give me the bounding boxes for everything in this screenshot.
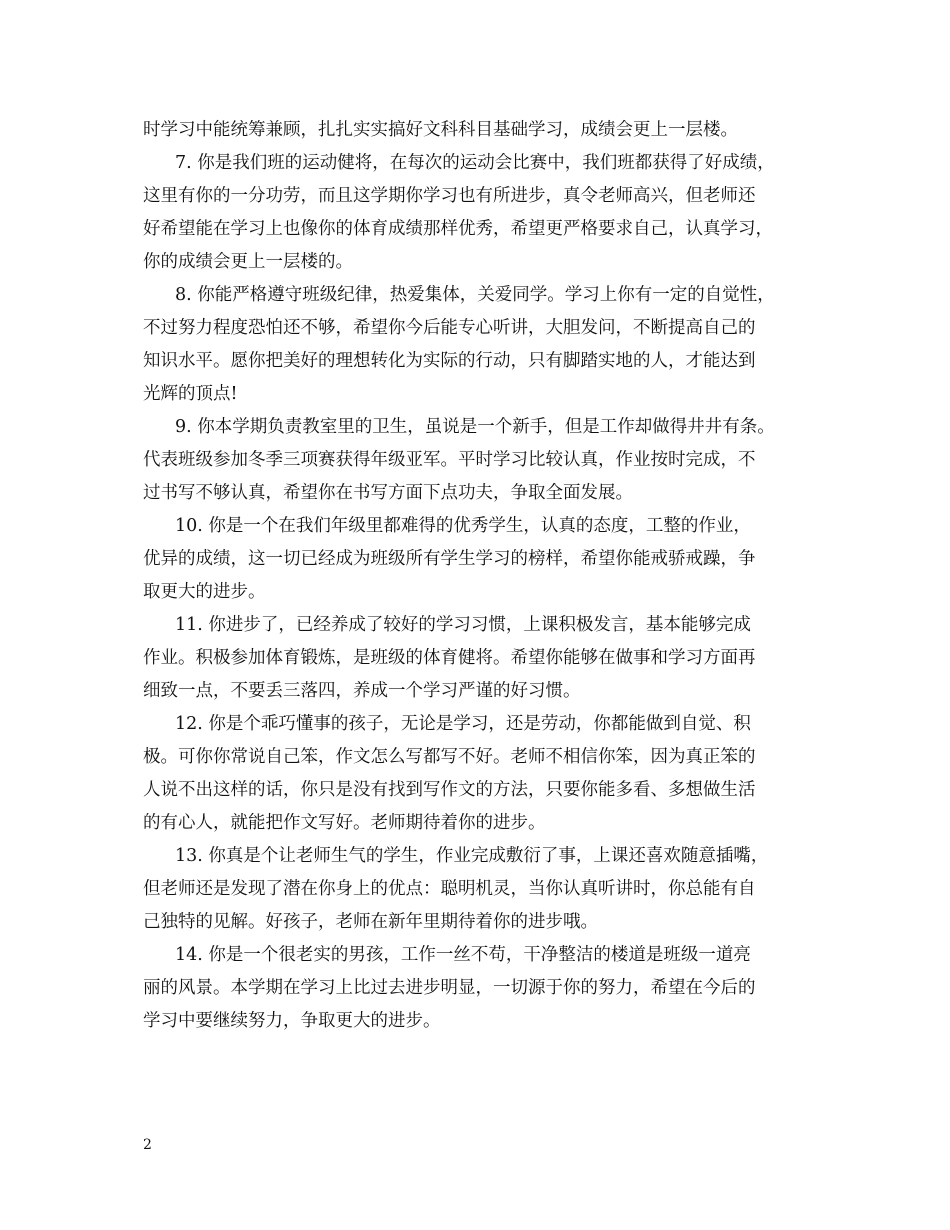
text-line: 作业。积极参加体育锻炼，是班级的体育健将。希望你能够在做事和学习方面再 [143,648,756,668]
text-line: 时学习中能统筹兼顾，扎扎实实搞好文科科目基础学习，成绩会更上一层楼。 [143,120,738,140]
text-line: 代表班级参加冬季三项赛获得年级亚军。平时学习比较认真，作业按时完成，不 [143,450,756,470]
paragraph-first-line: 14. 你是一个很老实的男孩，工作一丝不苟，干净整洁的楼道是班级一道亮 [175,945,751,965]
text-line: 极。可你你常说自己笨，作文怎么写都写不好。老师不相信你笨，因为真正笨的 [143,747,756,767]
paragraph-first-line: 9. 你本学期负责教室里的卫生，虽说是一个新手，但是工作却做得井井有条。 [175,417,775,437]
paragraph-first-line: 10. 你是一个在我们年级里都难得的优秀学生，认真的态度，工整的作业， [175,516,751,536]
text-line: 过书写不够认真，希望你在书写方面下点功夫，争取全面发展。 [143,483,633,503]
text-line: 但老师还是发现了潜在你身上的优点：聪明机灵，当你认真听讲时，你总能有自 [143,879,756,899]
paragraph-first-line: 12. 你是个乖巧懂事的孩子，无论是学习，还是劳动，你都能做到自觉、积 [175,714,751,734]
text-line: 学习中要继续努力，争取更大的进步。 [143,1011,441,1031]
page-number: 2 [143,1137,152,1153]
paragraph-first-line: 7. 你是我们班的运动健将，在每次的运动会比赛中，我们班都获得了好成绩， [175,153,775,173]
text-line: 这里有你的一分功劳，而且这学期你学习也有所进步，真令老师高兴，但老师还 [143,186,756,206]
text-line: 你的成绩会更上一层楼的。 [143,252,353,272]
text-line: 取更大的进步。 [143,582,266,602]
text-line: 的有心人，就能把作文写好。老师期待着你的进步。 [143,813,546,833]
text-line: 丽的风景。本学期在学习上比过去进步明显，一切源于你的努力，希望在今后的 [143,978,756,998]
text-line: 优异的成绩，这一切已经成为班级所有学生学习的榜样，希望你能戒骄戒躁，争 [143,549,756,569]
paragraph-first-line: 13. 你真是个让老师生气的学生，作业完成敷衍了事，上课还喜欢随意插嘴， [175,846,769,866]
document-body [143,114,823,1038]
paragraph-first-line: 11. 你进步了，已经养成了较好的学习习惯，上课积极发言，基本能够完成 [175,615,751,635]
text-line: 人说不出这样的话，你只是没有找到写作文的方法，只要你能多看、多想做生活 [143,780,756,800]
text-line: 光辉的顶点! [143,384,238,404]
paragraph-first-line: 8. 你能严格遵守班级纪律，热爱集体，关爱同学。学习上你有一定的自觉性， [175,285,775,305]
text-line: 细致一点，不要丢三落四，养成一个学习严谨的好习惯。 [143,681,581,701]
text-line: 知识水平。愿你把美好的理想转化为实际的行动，只有脚踏实地的人，才能达到 [143,351,756,371]
text-line: 不过努力程度恐怕还不够，希望你今后能专心听讲，大胆发问，不断提高自己的 [143,318,756,338]
text-line: 己独特的见解。好孩子，老师在新年里期待着你的进步哦。 [143,912,598,932]
text-line: 好希望能在学习上也像你的体育成绩那样优秀，希望更严格要求自己，认真学习， [143,219,773,239]
